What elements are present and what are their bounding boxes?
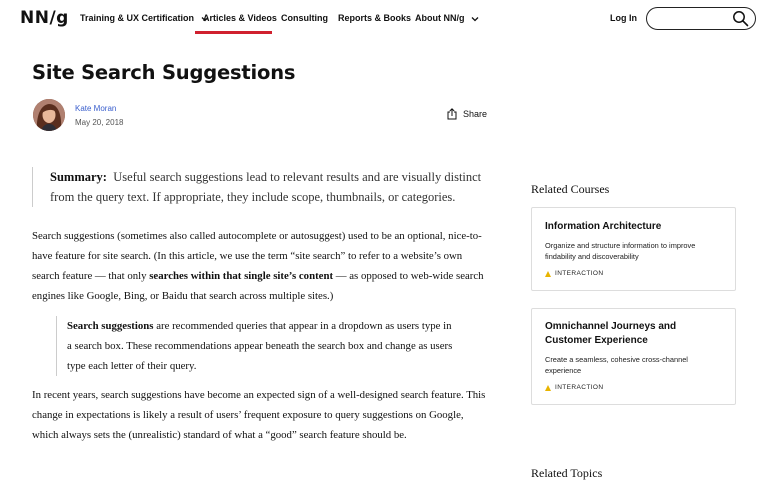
summary-text: Useful search suggestions lead to relevant results and are visually distinct from the query text. If appropriate, they include scope, thumbnails, or categories. <box>50 170 482 204</box>
share-icon <box>447 108 457 120</box>
nng-logo[interactable]: NN/g <box>20 8 69 28</box>
course-tag <box>545 270 603 277</box>
warning-triangle-icon <box>545 385 551 391</box>
p1-text-b: — as opposed to web-wide search engines like Google, Bing, or Baidu that search across multiple sites.) <box>32 270 484 302</box>
share-label: Share <box>463 109 488 119</box>
search-input[interactable] <box>657 11 735 26</box>
nav-articles-label: Articles & Videos <box>203 13 277 23</box>
article-summary <box>32 167 492 207</box>
search-box[interactable] <box>646 7 756 30</box>
p1-bold: searches within that single site’s content <box>149 270 334 282</box>
summary-label: Summary: <box>50 170 107 184</box>
nav-reports-label: Reports & Books <box>338 13 412 23</box>
quote-bold: Search suggestions <box>67 320 154 332</box>
search-icon[interactable] <box>732 10 749 27</box>
nav-training[interactable] <box>80 13 209 23</box>
nav-about-label: About NN/g <box>415 13 465 23</box>
related-topics-heading: Related Topics <box>531 466 603 480</box>
nav-articles-videos[interactable] <box>203 13 277 23</box>
p1-text-a: Search suggestions (sometimes also called autocomplete or autosuggest) used to be an optional, nice-to-have feature for site search. (In this article, we use the term “site search” to refer to a website’s own search feature — that only <box>32 230 482 282</box>
related-courses-heading: Related Courses <box>531 182 610 196</box>
chevron-down-icon <box>471 16 479 22</box>
course-tag <box>545 384 603 391</box>
course-description: Create a seamless, cohesive cross-channel experience <box>545 355 688 375</box>
publish-date: May 20, 2018 <box>75 118 124 127</box>
course-description: Organize and structure information to improve findability and discoverability <box>545 241 696 261</box>
course-title[interactable]: Information Architecture <box>545 221 662 232</box>
nav-consulting[interactable] <box>281 13 328 23</box>
course-tag-label: INTERACTION <box>555 270 604 277</box>
body-paragraph-1 <box>32 226 492 306</box>
author-avatar[interactable] <box>33 99 65 131</box>
author-photo <box>33 99 65 131</box>
site-header <box>0 0 768 40</box>
course-title[interactable]: Omnichannel Journeys and Customer Experience <box>545 321 677 346</box>
nav-consulting-label: Consulting <box>281 13 328 23</box>
login-link[interactable]: Log In <box>610 13 637 23</box>
nav-reports-books[interactable] <box>338 13 411 23</box>
page-title: Site Search Suggestions <box>32 61 296 84</box>
share-button[interactable] <box>447 108 487 120</box>
course-card-information-architecture[interactable] <box>531 207 736 291</box>
quote-text: are recommended queries that appear in a dropdown as users type in a search box. These recommendations appear beneath the search box and change as users type each letter of their query. <box>67 320 453 372</box>
warning-triangle-icon <box>545 271 551 277</box>
active-nav-indicator <box>195 31 272 34</box>
nav-training-label: Training & UX Certification <box>80 13 195 23</box>
definition-quote <box>56 316 456 376</box>
nav-about[interactable] <box>415 13 479 23</box>
body-paragraph-2: In recent years, search suggestions have become an expected sign of a well-designed search feature. This change in expectations is likely a result of users’ frequent exposure to query suggestions on Google, which always sets the (unrealistic) standard of what a “good” search feature should be. <box>32 389 486 441</box>
course-tag-label: INTERACTION <box>555 384 604 391</box>
course-card-omnichannel[interactable] <box>531 308 736 405</box>
author-name-link[interactable]: Kate Moran <box>75 104 117 113</box>
